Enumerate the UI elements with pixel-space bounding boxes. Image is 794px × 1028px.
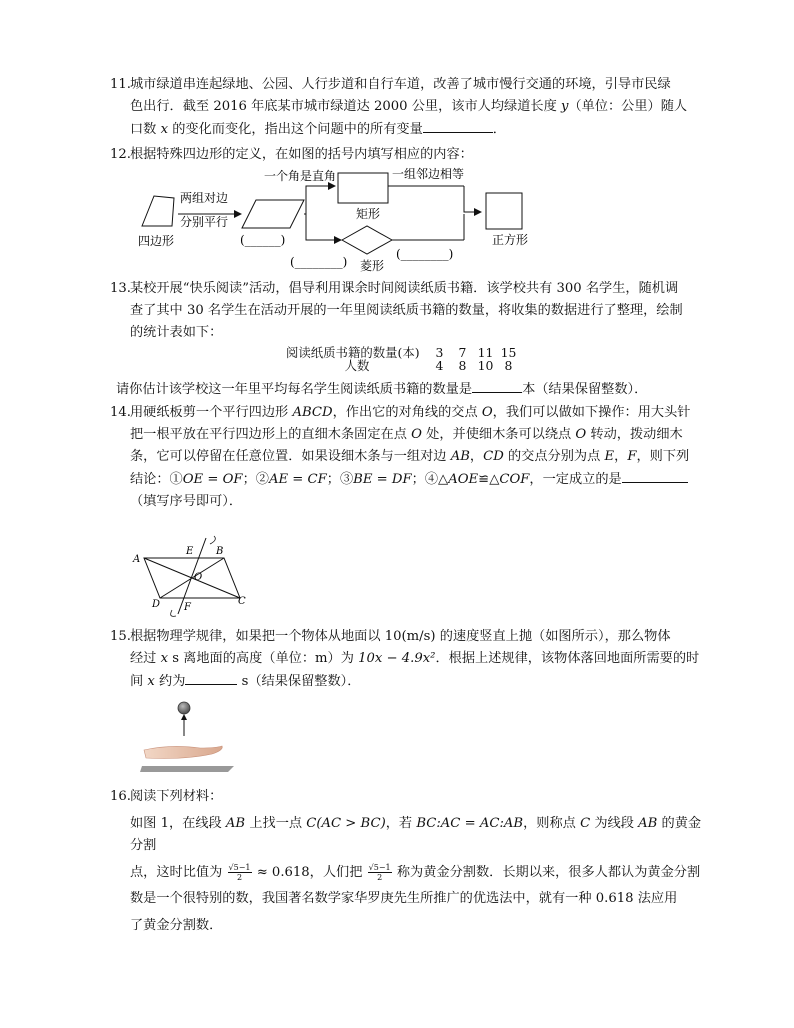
table-cell: 8	[504, 358, 513, 373]
square-label: 正方形	[492, 233, 529, 247]
q13-line3: 的统计表如下：	[130, 325, 223, 340]
quadrilateral-shape	[142, 196, 174, 226]
q14-line2: 把一根平放在平行四边形上的直细木条固定在点 O 处，并使细木条可以绕点 O 转动，拨动细木	[130, 427, 683, 442]
q16-line2: 点，这时比值为 $\frac{√5-1}{2}$ ≈ 0.618，人们把 $\frac{√5-1}{2}$ 称为黄金分割数．长期以来，很多人都认为黄金分割	[130, 863, 701, 882]
table-cell: 3	[435, 345, 444, 360]
q14-line5: （填写序号即可）．	[130, 494, 243, 509]
label-d: D	[152, 599, 161, 610]
hand-icon	[144, 746, 222, 759]
parallelogram-shape	[242, 200, 304, 228]
parallelogram-blank[interactable]: (______)	[240, 233, 286, 247]
statistics-table	[286, 346, 520, 372]
q11-line2: 色出行．截至 2016 年底某市城市绿道达 2000 公里，该市人均绿道长度 y（单位：公里）随人	[130, 99, 688, 114]
q11-line3: 口数 x 的变化而变化，指出这个问题中的所有变量 ．	[130, 118, 706, 141]
right-angle-text: 一个角是直角	[264, 169, 337, 183]
label-f: F	[184, 602, 191, 613]
branch-top	[304, 186, 328, 214]
arrow-head	[181, 714, 187, 720]
question-number: 14.	[110, 405, 131, 420]
ground-shadow	[140, 766, 234, 772]
quad-label: 四边形	[138, 234, 175, 248]
label-c: C	[238, 596, 246, 607]
table-row	[286, 359, 520, 372]
arrow1-top-text: 两组对边	[180, 191, 229, 205]
answer-blank[interactable]	[622, 468, 688, 483]
branch-bottom	[306, 214, 336, 240]
label-e: E	[186, 546, 194, 557]
question-13	[110, 278, 706, 344]
table-cell: 8	[458, 358, 467, 373]
question-12	[110, 144, 706, 166]
q15-line1: 根据物理学规律，如果把一个物体从地面以 10(m/s) 的速度竖直上抛（如图所示），那么物体	[130, 629, 671, 644]
rhombus-shape	[342, 226, 392, 254]
right-blank[interactable]: (________)	[396, 247, 454, 261]
table-cell: 7	[458, 345, 467, 360]
rotation-arc-bottom	[171, 610, 176, 616]
q16-line4: 了黄金分割数．	[130, 918, 223, 933]
question-number: 15.	[110, 629, 131, 644]
answer-blank[interactable]	[423, 118, 493, 133]
fraction-golden-2: $\frac{√5-1}{2}$	[368, 863, 391, 882]
diagonal-bd	[160, 558, 224, 598]
label-b: B	[216, 546, 224, 557]
q15-line2: 经过 x s 离地面的高度（单位：m）为 10x − 4.9x²．根据上述规律，该物体落回地面所需要的时	[130, 651, 700, 666]
question-number: 11.	[110, 77, 131, 92]
question-16	[110, 786, 706, 937]
q16-line1: 如图 1，在线段 AB 上找一点 C(AC > BC)，若 BC:AC = AC:AB，则称点 C 为线段 AB 的黄金分割	[130, 816, 702, 853]
question-15	[110, 626, 706, 693]
rect-label: 矩形	[356, 207, 381, 221]
throw-illustration	[140, 698, 240, 772]
answer-blank[interactable]	[185, 670, 237, 685]
question-number: 16.	[110, 789, 131, 804]
question-14	[110, 402, 706, 513]
q15-line3: 间 x 约为 s（结果保留整数）．	[130, 670, 706, 693]
row-label: 人数	[344, 358, 370, 373]
arrow1-bottom-text: 分别平行	[180, 215, 229, 229]
fraction-golden: $\frac{√5-1}{2}$	[228, 863, 251, 882]
ball-icon	[178, 702, 190, 714]
q14-line3: 条，它可以停留在任意位置．如果设细木条与一组对边 AB，CD 的交点分别为点 E，F，则下列	[130, 449, 690, 464]
adjacent-equal-text: 一组邻边相等	[392, 167, 465, 181]
q16-line0: 阅读下列材料：	[130, 789, 223, 804]
parallelogram-figure	[128, 534, 258, 618]
q12-text: 根据特殊四边形的定义，在如图的括号内填写相应的内容：	[130, 147, 473, 162]
q14-line1: 用硬纸板剪一个平行四边形 ABCD，作出它的对角线的交点 O，我们可以做如下操作：用大头针	[130, 405, 691, 420]
question-11	[110, 74, 706, 141]
answer-blank[interactable]	[472, 378, 522, 393]
quadrilateral-diagram	[130, 164, 550, 276]
row-label: 阅读纸质书籍的数量(本)	[286, 345, 420, 360]
bottom-blank[interactable]: (________)	[290, 255, 348, 269]
arrow-head	[474, 208, 482, 216]
table-cell: 4	[435, 358, 444, 373]
rectangle-shape	[338, 173, 388, 203]
square-shape	[486, 193, 522, 229]
rotation-arc-top	[210, 536, 215, 544]
q14-line4: 结论：①OE = OF；②AE = CF；③BE = DF；④△AOE≌△COF，一定成立的是	[130, 468, 706, 491]
label-a: A	[133, 554, 141, 565]
arrow-head	[328, 182, 336, 190]
q13-line2: 查了其中 30 名学生在活动开展的一年里阅读纸质书籍的数量，将收集的数据进行了整理，绘制	[130, 303, 683, 318]
table-cell: 11	[477, 345, 494, 360]
table-cell: 10	[477, 358, 494, 373]
table-cell: 15	[500, 345, 517, 360]
question-number: 12.	[110, 147, 131, 162]
q11-line1: 城市绿道串连起绿地、公园、人行步道和自行车道，改善了城市慢行交通的环境，引导市民绿	[130, 77, 671, 92]
arrow-head	[334, 236, 342, 244]
q13-question-line: 请你估计该学校这一年里平均每名学生阅读纸质书籍的数量是 本（结果保留整数）．	[116, 378, 706, 401]
rhombus-label: 菱形	[360, 259, 385, 273]
q13-line1: 某校开展“快乐阅读”活动，倡导利用课余时间阅读纸质书籍．该学校共有 300 名学生，随机调	[130, 281, 679, 296]
label-o: O	[194, 572, 203, 583]
q16-line3: 数是一个很特别的数，我国著名数学家华罗庚先生所推广的优选法中，就有一种 0.618 法应用	[130, 891, 678, 906]
question-number: 13.	[110, 281, 131, 296]
arrow-head	[234, 210, 242, 218]
